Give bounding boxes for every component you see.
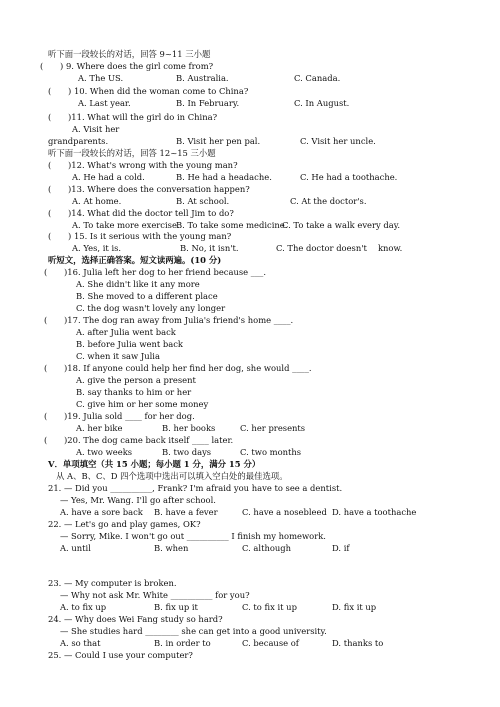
question-16-option-a[interactable]: A. She didn't like it any more: [76, 279, 200, 289]
question-14-option-a[interactable]: A. To take more exercise.: [72, 220, 180, 230]
question-17-option-a[interactable]: A. after Julia went back: [76, 327, 176, 337]
question-16-option-c[interactable]: C. the dog wasn't lovely any longer: [76, 303, 226, 313]
section-intro-9-11: 听下面一段较长的对话，回答 9~11 三小题: [48, 49, 211, 59]
question-12-option-a[interactable]: A. He had a cold.: [72, 172, 145, 182]
question-9-option-b[interactable]: B. Australia.: [176, 73, 229, 83]
question-24-dialogue: — She studies hard ________ she can get into a good university.: [60, 626, 327, 636]
question-21-option-c[interactable]: C. have a nosebleed: [242, 507, 327, 517]
question-13-option-b[interactable]: B. At school.: [176, 196, 230, 206]
section-intro-12-15: 听下面一段较长的对话，回答 12~15 三小题: [48, 148, 216, 158]
question-25-stem: 25. — Could I use your computer?: [48, 650, 193, 660]
question-21-stem: 21. — Did you __________, Frank? I'm afraid you have to see a dentist.: [48, 483, 343, 493]
question-24-option-a[interactable]: A. so that: [60, 638, 101, 648]
question-21-option-b[interactable]: B. have a fever: [154, 507, 218, 517]
question-17-option-b[interactable]: B. before Julia went back: [76, 339, 183, 349]
question-23-option-c[interactable]: C. to fix it up: [242, 602, 297, 612]
question-20-stem: ( )20. The dog came back itself ____ later.: [44, 435, 234, 445]
question-11-option-a-cont: grandparents.: [48, 136, 109, 146]
question-18-stem: ( )18. If anyone could help her find her dog, she would ____.: [44, 363, 312, 373]
question-16-option-b[interactable]: B. She moved to a different place: [76, 291, 218, 301]
question-18-option-b[interactable]: B. say thanks to him or her: [76, 387, 192, 397]
question-20-option-a[interactable]: A. two weeks: [76, 447, 133, 457]
question-15-stem: ( ) 15. Is it serious with the young man?: [48, 231, 232, 241]
question-12-option-c[interactable]: C. He had a toothache.: [300, 172, 398, 182]
question-10-option-b[interactable]: B. In February.: [176, 98, 240, 108]
question-9-stem: ( ) 9. Where does the girl come from?: [40, 61, 214, 71]
question-10-stem: ( ) 10. When did the woman come to China?: [48, 86, 249, 96]
question-10-option-c[interactable]: C. In August.: [294, 98, 350, 108]
question-24-stem: 24. — Why does Wei Fang study so hard?: [48, 614, 223, 624]
question-18-option-a[interactable]: A. give the person a present: [76, 375, 196, 385]
question-15-option-c[interactable]: C. The doctor doesn't know.: [276, 243, 403, 253]
question-9-option-c[interactable]: C. Canada.: [294, 73, 341, 83]
section-instruction: 从 A、B、C、D 四个选项中选出可以填入空白处的最佳选项。: [56, 471, 288, 481]
question-16-stem: ( )16. Julia left her dog to her friend because ___.: [44, 267, 267, 277]
question-23-dialogue: — Why not ask Mr. White __________ for you?: [60, 590, 250, 600]
question-12-option-b[interactable]: B. He had a headache.: [176, 172, 272, 182]
section-title-passage: 听短文，选择正确答案。短文读两遍。(10 分): [48, 255, 222, 265]
question-18-option-c[interactable]: C. give him or her some money: [76, 399, 209, 409]
question-22-option-d[interactable]: D. if: [332, 543, 350, 553]
question-21-option-a[interactable]: A. have a sore back: [60, 507, 143, 517]
question-23-option-d[interactable]: D. fix it up: [332, 602, 377, 612]
question-11-option-a[interactable]: A. Visit her: [72, 124, 120, 134]
question-24-option-b[interactable]: B. in order to: [154, 638, 211, 648]
question-17-stem: ( )17. The dog ran away from Julia's friend's home ____.: [44, 315, 294, 325]
question-22-option-b[interactable]: B. when: [154, 543, 189, 553]
question-14-option-c[interactable]: C. To take a walk every day.: [282, 220, 401, 230]
question-23-option-a[interactable]: A. to fix up: [60, 602, 107, 612]
question-11-option-b[interactable]: B. Visit her pen pal.: [176, 136, 261, 146]
question-15-option-b[interactable]: B. No, it isn't.: [180, 243, 239, 253]
question-19-stem: ( )19. Julia sold ____ for her dog.: [44, 411, 195, 421]
question-24-option-c[interactable]: C. because of: [242, 638, 299, 648]
question-21-option-d[interactable]: D. have a toothache: [332, 507, 417, 517]
question-13-stem: ( )13. Where does the conversation happen?: [48, 184, 250, 194]
question-22-stem: 22. — Let's go and play games, OK?: [48, 519, 201, 529]
question-22-option-c[interactable]: C. although: [242, 543, 292, 553]
question-13-option-a[interactable]: A. At home.: [72, 196, 122, 206]
question-19-option-b[interactable]: B. her books: [162, 423, 216, 433]
question-11-option-c[interactable]: C. Visit her uncle.: [300, 136, 376, 146]
question-14-option-b[interactable]: B. To take some medicine.: [176, 220, 288, 230]
question-19-option-a[interactable]: A. her bike: [76, 423, 123, 433]
section-title-single-choice: V．单项填空（共 15 小题；每小题 1 分，满分 15 分）: [48, 459, 261, 469]
question-20-option-b[interactable]: B. two days: [162, 447, 212, 457]
question-9-option-a[interactable]: A. The US.: [78, 73, 124, 83]
question-13-option-c[interactable]: C. At the doctor's.: [290, 196, 367, 206]
question-21-dialogue: — Yes, Mr. Wang. I'll go after school.: [60, 495, 216, 505]
question-23-option-b[interactable]: B. fix up it: [154, 602, 198, 612]
question-24-option-d[interactable]: D. thanks to: [332, 638, 384, 648]
question-17-option-c[interactable]: C. when it saw Julia: [76, 351, 160, 361]
question-11-stem: ( )11. What will the girl do in China?: [48, 112, 218, 122]
question-22-option-a[interactable]: A. until: [60, 543, 91, 553]
question-10-option-a[interactable]: A. Last year.: [78, 98, 131, 108]
question-14-stem: ( )14. What did the doctor tell Jim to do?: [48, 208, 234, 218]
question-12-stem: ( )12. What's wrong with the young man?: [48, 160, 238, 170]
question-15-option-a[interactable]: A. Yes, it is.: [72, 243, 122, 253]
question-19-option-c[interactable]: C. her presents: [240, 423, 306, 433]
question-20-option-c[interactable]: C. two months: [240, 447, 302, 457]
question-22-dialogue: — Sorry, Mike. I won't go out __________ I finish my homework.: [60, 531, 326, 541]
question-23-stem: 23. — My computer is broken.: [48, 578, 177, 588]
